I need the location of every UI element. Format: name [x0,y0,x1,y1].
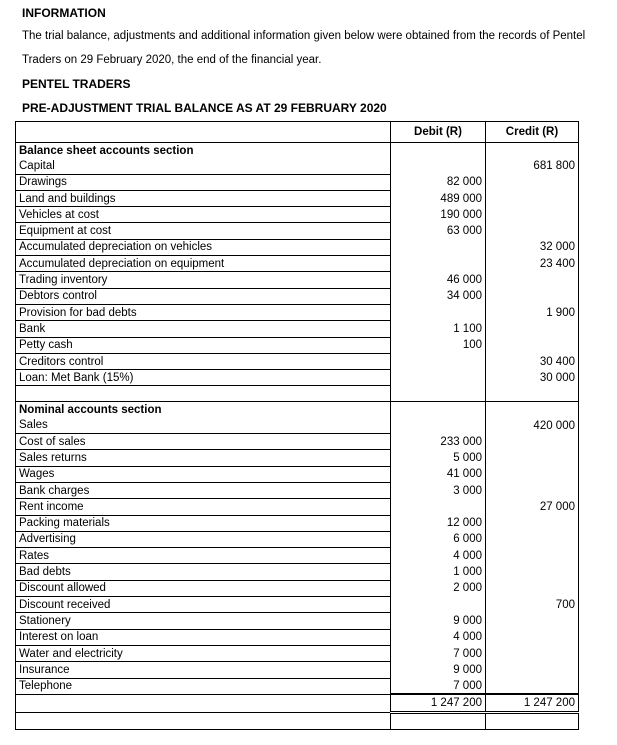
account-name: Accumulated depreciation on vehicles [16,239,391,255]
credit-amount [486,645,579,661]
account-name: Stationery [16,613,391,629]
debit-column-header: Debit (R) [391,122,486,143]
credit-total: 1 247 200 [486,694,579,712]
table-row [16,190,579,206]
table-row [16,531,579,547]
credit-amount [486,466,579,482]
credit-amount [486,613,579,629]
credit-amount [486,288,579,304]
debit-amount: 190 000 [391,207,486,223]
table-row [16,223,579,239]
debit-amount: 12 000 [391,515,486,531]
credit-amount [486,450,579,466]
credit-amount [486,629,579,645]
section-title-row [16,402,579,418]
credit-amount [486,434,579,450]
account-name: Discount allowed [16,580,391,596]
credit-amount [486,531,579,547]
empty-credit-cell [486,402,579,418]
table-row [16,482,579,498]
account-name: Equipment at cost [16,223,391,239]
table-row [16,434,579,450]
debit-amount: 6 000 [391,531,486,547]
credit-amount: 23 400 [486,256,579,272]
header-blank-cell [16,122,391,143]
credit-amount: 27 000 [486,499,579,515]
debit-amount [391,304,486,320]
account-name: Insurance [16,662,391,678]
table-row [16,370,579,386]
spacer-cell [391,386,486,402]
credit-amount [486,207,579,223]
credit-amount [486,548,579,564]
empty-cell [16,712,391,729]
debit-amount: 9 000 [391,662,486,678]
credit-column-header: Credit (R) [486,122,579,143]
debit-amount [391,499,486,515]
information-heading: INFORMATION [22,6,106,20]
debit-amount [391,418,486,434]
table-row [16,515,579,531]
debit-amount: 7 000 [391,678,486,694]
account-name: Creditors control [16,353,391,369]
account-name: Loan: Met Bank (15%) [16,370,391,386]
account-name: Provision for bad debts [16,304,391,320]
debit-amount: 9 000 [391,613,486,629]
spacer-row [16,386,579,402]
table-row [16,678,579,694]
table-row [16,272,579,288]
table-row [16,580,579,596]
account-name: Debtors control [16,288,391,304]
debit-amount: 63 000 [391,223,486,239]
table-row [16,207,579,223]
empty-credit-cell [486,143,579,159]
credit-amount: 700 [486,597,579,613]
empty-cell [486,712,579,729]
credit-amount [486,190,579,206]
debit-amount [391,353,486,369]
account-name: Water and electricity [16,645,391,661]
credit-amount [486,337,579,353]
debit-amount [391,370,486,386]
account-name: Trading inventory [16,272,391,288]
table-row [16,174,579,190]
trailing-empty-row [16,712,579,729]
debit-amount [391,158,486,174]
company-name: PENTEL TRADERS [22,77,131,91]
debit-amount: 100 [391,337,486,353]
credit-amount [486,515,579,531]
table-row [16,564,579,580]
credit-amount [486,174,579,190]
credit-amount: 681 800 [486,158,579,174]
debit-amount: 489 000 [391,190,486,206]
table-row [16,321,579,337]
table-row [16,629,579,645]
table-row [16,597,579,613]
table-header-row [16,122,579,143]
table-row [16,288,579,304]
debit-amount: 4 000 [391,629,486,645]
table-row [16,662,579,678]
trial-balance-table [15,121,579,730]
debit-amount: 82 000 [391,174,486,190]
intro-line-2: Traders on 29 February 2020, the end of the financial year. [22,54,322,66]
table-row [16,450,579,466]
empty-debit-cell [391,143,486,159]
credit-amount: 30 000 [486,370,579,386]
totals-label-cell [16,694,391,712]
credit-amount [486,580,579,596]
debit-amount: 4 000 [391,548,486,564]
credit-amount [486,678,579,694]
credit-amount [486,223,579,239]
intro-line-1: The trial balance, adjustments and additional information given below were obtained from the records of Pentel [22,30,586,42]
debit-amount: 34 000 [391,288,486,304]
credit-amount [486,662,579,678]
account-name: Advertising [16,531,391,547]
account-name: Rent income [16,499,391,515]
debit-amount: 233 000 [391,434,486,450]
credit-amount [486,482,579,498]
credit-amount [486,564,579,580]
account-name: Packing materials [16,515,391,531]
debit-total: 1 247 200 [391,694,486,712]
debit-amount: 1 000 [391,564,486,580]
credit-amount [486,321,579,337]
table-row [16,548,579,564]
debit-amount: 2 000 [391,580,486,596]
account-name: Telephone [16,678,391,694]
account-name: Bank [16,321,391,337]
table-row [16,499,579,515]
table-row [16,645,579,661]
debit-amount: 41 000 [391,466,486,482]
account-name: Wages [16,466,391,482]
credit-amount [486,272,579,288]
table-row [16,337,579,353]
debit-amount [391,256,486,272]
debit-amount: 5 000 [391,450,486,466]
table-row [16,158,579,174]
account-name: Rates [16,548,391,564]
table-row [16,353,579,369]
account-name: Bank charges [16,482,391,498]
account-name: Capital [16,158,391,174]
section-title-row [16,143,579,159]
trial-balance-title: PRE-ADJUSTMENT TRIAL BALANCE AS AT 29 FEBRUARY 2020 [22,101,387,115]
spacer-cell [486,386,579,402]
account-name: Sales [16,418,391,434]
account-name: Drawings [16,174,391,190]
section-title: Nominal accounts section [16,402,391,418]
empty-cell [391,712,486,729]
table-row [16,466,579,482]
debit-amount: 7 000 [391,645,486,661]
trial-balance-body [16,143,579,730]
account-name: Vehicles at cost [16,207,391,223]
table-row [16,418,579,434]
credit-amount: 420 000 [486,418,579,434]
debit-amount [391,597,486,613]
totals-row [16,694,579,712]
credit-amount: 32 000 [486,239,579,255]
table-row [16,256,579,272]
table-row [16,239,579,255]
credit-amount: 1 900 [486,304,579,320]
account-name: Petty cash [16,337,391,353]
section-title: Balance sheet accounts section [16,143,391,159]
debit-amount: 3 000 [391,482,486,498]
account-name: Cost of sales [16,434,391,450]
account-name: Interest on loan [16,629,391,645]
spacer-cell [16,386,391,402]
empty-debit-cell [391,402,486,418]
account-name: Bad debts [16,564,391,580]
account-name: Accumulated depreciation on equipment [16,256,391,272]
credit-amount: 30 400 [486,353,579,369]
debit-amount: 1 100 [391,321,486,337]
account-name: Land and buildings [16,190,391,206]
account-name: Sales returns [16,450,391,466]
debit-amount: 46 000 [391,272,486,288]
debit-amount [391,239,486,255]
table-row [16,304,579,320]
account-name: Discount received [16,597,391,613]
table-row [16,613,579,629]
